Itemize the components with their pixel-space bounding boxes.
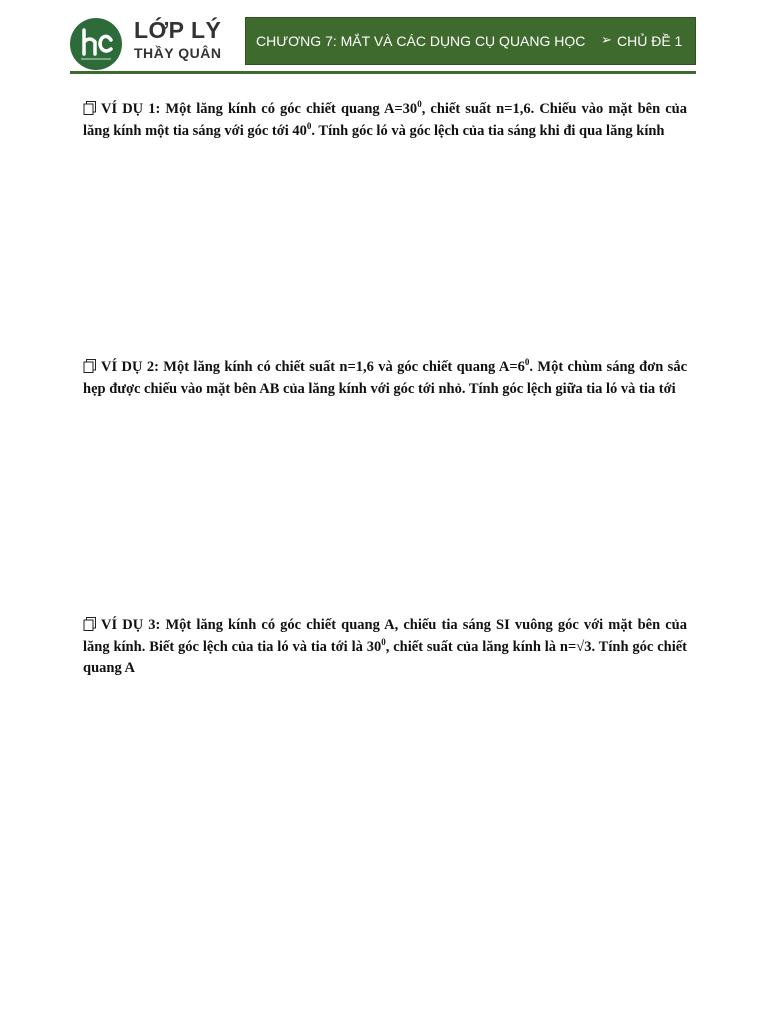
example-label: VÍ DỤ 3:	[101, 617, 161, 633]
logo-subtitle: THẦY QUÂN	[134, 45, 222, 61]
example-text: . Tính góc ló và góc lệch của tia sáng khi đi qua lăng kính	[311, 122, 665, 139]
example-label: VÍ DỤ 1:	[101, 101, 161, 117]
example-text: . Một chùm sáng đơn sắc hẹp được chiếu vào mặt bên AB của lăng kính với góc tới nhỏ. Tính góc lệch giữa tia ló và tia tới	[83, 359, 687, 397]
example-text: , chiết suất n=1,6. Chiếu vào mặt bên của lăng kính một tia sáng với góc tới 40	[83, 101, 687, 139]
document-icon	[83, 617, 97, 631]
topic-label: CHỦ ĐỀ 1	[617, 33, 683, 49]
example-label: VÍ DỤ 2:	[101, 359, 159, 375]
degree-superscript: 0	[306, 120, 312, 131]
example-text: , chiết suất của lăng kính là n=√3. Tính góc chiết quang A	[83, 638, 687, 676]
header-divider	[70, 71, 696, 74]
chapter-title: CHƯƠNG 7: MẮT VÀ CÁC DỤNG CỤ QUANG HỌC	[256, 33, 586, 49]
example-text: Một lăng kính có chiết suất n=1,6 và góc chiết quang A=6	[158, 359, 525, 375]
document-icon	[83, 101, 97, 115]
example-3	[83, 615, 687, 680]
example-2	[83, 357, 687, 400]
logo-icon	[70, 18, 122, 70]
example-text: Một lăng kính có góc chiết quang A, chiếu tia sáng SI vuông góc với mặt bên của lăng kính. Biết góc lệch của tia ló và tia tới là 30	[83, 617, 687, 655]
page-header	[0, 0, 768, 80]
example-text: Một lăng kính có góc chiết quang A=30	[160, 101, 418, 117]
document-icon	[83, 359, 97, 373]
logo-title: LỚP LÝ	[134, 17, 222, 43]
arrow-icon: ➢	[601, 32, 612, 47]
example-1	[83, 99, 687, 142]
degree-superscript: 0	[417, 99, 422, 109]
chapter-banner	[245, 17, 696, 65]
degree-superscript: 0	[524, 357, 530, 367]
degree-superscript: 0	[381, 636, 386, 647]
